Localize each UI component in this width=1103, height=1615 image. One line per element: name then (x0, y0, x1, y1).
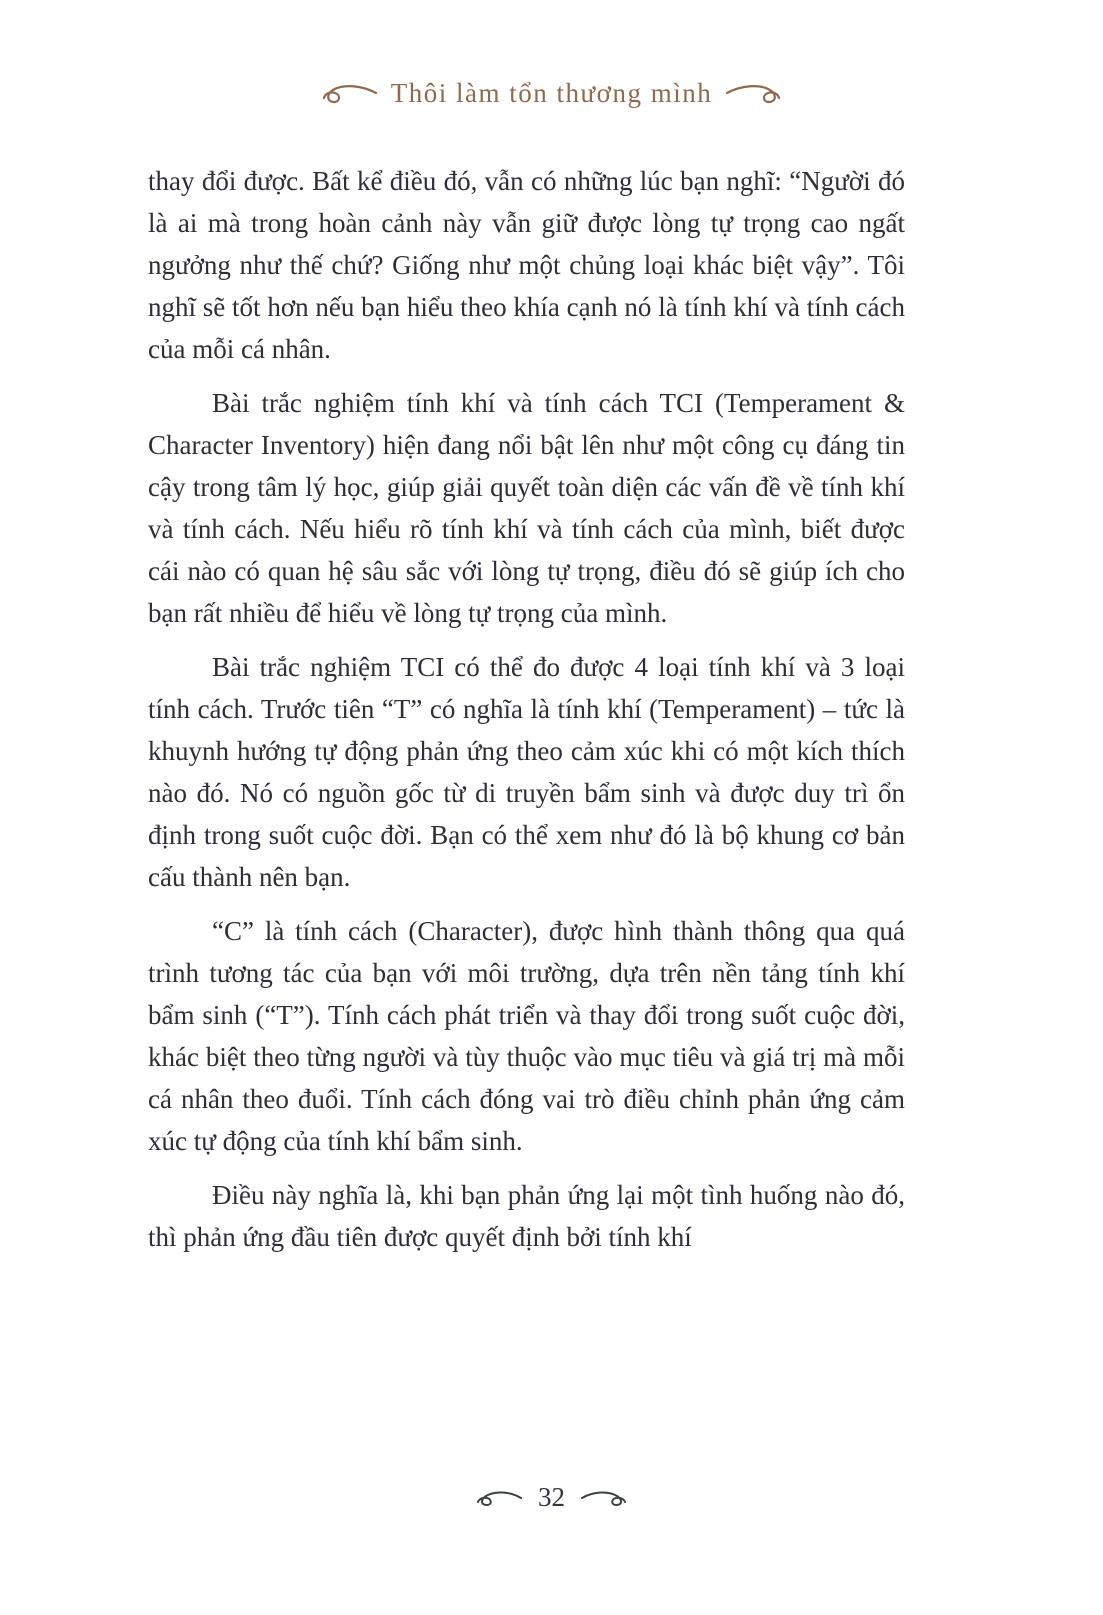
running-title: Thôi làm tổn thương mình (390, 78, 713, 108)
page-footer (0, 1482, 1103, 1513)
paragraph-2: Bài trắc nghiệm tính khí và tính cách TCI (Temperament & Character Inventory) hiện đang nổi bật lên như một công cụ đáng tin cậy trong tâm lý học, giúp giải quyết toàn diện các vấn đề về tính khí và tính cách. Nếu hiểu rõ tính khí và tính cách của mình, biết được cái nào có quan hệ sâu sắc với lòng tự trọng, điều đó sẽ giúp ích cho bạn rất nhiều để hiểu về lòng tự trọng của mình. (148, 388, 905, 628)
paragraph-3: Bài trắc nghiệm TCI có thể đo được 4 loại tính khí và 3 loại tính cách. Trước tiên “T” có nghĩa là tính khí (Temperament) – tức là khuynh hướng tự động phản ứng theo cảm xúc khi có một kích thích nào đó. Nó có nguồn gốc từ di truyền bẩm sinh và được duy trì ổn định trong suốt cuộc đời. Bạn có thể xem như đó là bộ khung cơ bản cấu thành nên bạn. (148, 652, 905, 892)
flourish-right-icon (726, 81, 782, 107)
running-header (0, 78, 1103, 109)
footer-flourish-left-icon (476, 1488, 522, 1508)
footer-flourish-right-icon (581, 1488, 627, 1508)
paragraph-5: Điều này nghĩa là, khi bạn phản ứng lại một tình huống nào đó, thì phản ứng đầu tiên được quyết định bởi tính khí (148, 1180, 905, 1252)
body-text (148, 160, 905, 1270)
flourish-left-icon (321, 81, 377, 107)
page-number: 32 (538, 1482, 565, 1512)
paragraph-1: thay đổi được. Bất kể điều đó, vẫn có những lúc bạn nghĩ: “Người đó là ai mà trong hoàn cảnh này vẫn giữ được lòng tự trọng cao ngất ngưởng như thế chứ? Giống như một chủng loại khác biệt vậy”. Tôi nghĩ sẽ tốt hơn nếu bạn hiểu theo khía cạnh nó là tính khí và tính cách của mỗi cá nhân. (148, 166, 905, 364)
paragraph-4: “C” là tính cách (Character), được hình thành thông qua quá trình tương tác của bạn với môi trường, dựa trên nền tảng tính khí bẩm sinh (“T”). Tính cách phát triển và thay đổi trong suốt cuộc đời, khác biệt theo từng người và tùy thuộc vào mục tiêu và giá trị mà mỗi cá nhân theo đuổi. Tính cách đóng vai trò điều chỉnh phản ứng cảm xúc tự động của tính khí bẩm sinh. (148, 916, 905, 1156)
